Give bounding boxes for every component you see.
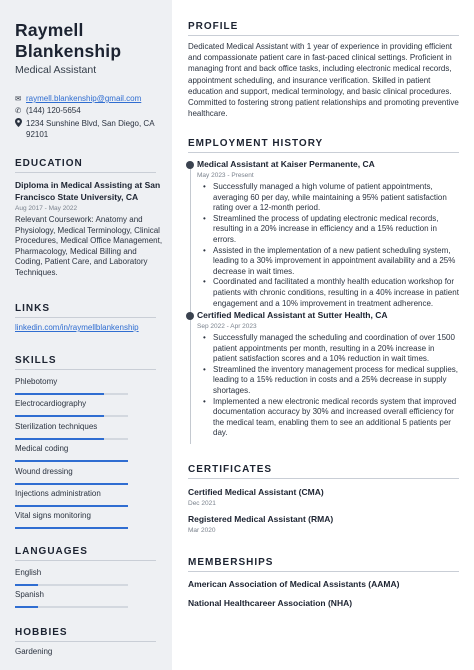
certificate-entry <box>188 487 460 507</box>
profile-heading: PROFILE <box>188 21 239 32</box>
contact-block <box>15 93 165 142</box>
job-dates: Sep 2022 - Apr 2023 <box>197 323 257 330</box>
skill-label: Injections administration <box>15 488 101 498</box>
phone-text: (144) 120-5654 <box>26 106 81 116</box>
languages-divider <box>15 560 156 561</box>
email-link[interactable]: raymell.blankenship@gmail.com <box>26 94 142 103</box>
skill-label: Medical coding <box>15 444 69 454</box>
contact-address-row <box>15 118 165 141</box>
job-bullet: • Assisted in the implementation of a new patient scheduling system, leading to a 30% improvement in appointment availability and a 25% decrease in wait times. <box>197 246 459 278</box>
skills-divider <box>15 369 156 370</box>
job-bullet: • Implemented a new electronic medical records system that improved documentation accuracy by 30% and increased overall efficiency for the medical team, enabling them to see an additional 5 patients per day. <box>197 397 459 439</box>
certificates-divider <box>188 478 459 479</box>
certificate-title: Registered Medical Assistant (RMA) <box>188 514 334 524</box>
timeline-line <box>190 168 191 444</box>
skill-level-bar <box>15 483 128 485</box>
memberships-divider <box>188 571 459 572</box>
skill-level-bar-fill <box>15 483 128 485</box>
skill-item <box>15 377 165 399</box>
envelope-icon: ✉ <box>15 94 22 103</box>
skill-level-bar-fill <box>15 415 104 417</box>
language-label: Spanish <box>15 590 44 600</box>
language-level-bar <box>15 584 128 586</box>
skill-level-bar-fill <box>15 527 128 529</box>
hobbies-heading: HOBBIES <box>15 627 68 638</box>
links-divider <box>15 317 156 318</box>
skills-list <box>15 377 165 534</box>
certificate-date: Mar 2020 <box>188 527 216 534</box>
job-entry <box>197 159 459 309</box>
skill-level-bar <box>15 393 128 395</box>
job-bullet: • Streamlined the inventory management process for medical supplies, leading to a 15% reduction in costs and a 25% decrease in supply shortages. <box>197 365 459 397</box>
skill-label: Electrocardiography <box>15 399 87 409</box>
education-heading: EDUCATION <box>15 158 83 169</box>
job-title: Medical Assistant at Kaiser Permanente, CA <box>197 159 375 169</box>
skill-level-bar <box>15 527 128 529</box>
skill-item <box>15 444 165 466</box>
job-bullet: • Successfully managed a high volume of patient appointments, averaging 60 per day, while maintaining a 95% patient satisfaction rating over a 12-month period. <box>197 182 459 214</box>
skill-level-bar-fill <box>15 460 128 462</box>
memberships-heading: MEMBERSHIPS <box>188 557 274 568</box>
languages-list <box>15 568 165 613</box>
education-entry <box>15 180 165 279</box>
skill-label: Sterilization techniques <box>15 421 98 431</box>
sidebar <box>0 0 172 670</box>
profile-divider <box>188 35 459 36</box>
hobbies-divider <box>15 641 156 642</box>
education-coursework: Relevant Coursework: Anatomy and Physiology, Medical Terminology, Clinical Procedures, Medical Office Management, Pharmacology, Medical Billing and Coding, Patient Care, and Laboratory Techniques. <box>15 215 163 277</box>
profile-summary: Dedicated Medical Assistant with 1 year of experience in providing efficient and compassionate patient care in fast-paced clinical settings. Proficient in managing front and back office tasks, including electronic medical records, appointment scheduling, and insurance verification. Skilled in patient education and support, medical terminology, and basic clinical procedures. Committed to fostering strong patient relationships and promoting preventive healthcare. <box>188 42 459 119</box>
candidate-name: Raymell Blankenship <box>15 20 122 61</box>
phone-icon: ✆ <box>15 106 22 116</box>
job-bullet: • Coordinated and facilitated a monthly health education workshop for patients with chronic conditions, resulting in a 40% increase in patient engagement and a 10% improvement in treatment adherence. <box>197 277 459 309</box>
job-title: Certified Medical Assistant at Sutter Health, CA <box>197 310 388 320</box>
employment-divider <box>188 152 459 153</box>
language-item <box>15 590 165 612</box>
skill-item <box>15 399 165 421</box>
skill-level-bar-fill <box>15 438 104 440</box>
job-bullets <box>197 182 459 309</box>
certificate-entry <box>188 514 460 534</box>
skill-level-bar <box>15 415 128 417</box>
skill-label: Vital signs monitoring <box>15 511 91 521</box>
skill-level-bar-fill <box>15 505 128 507</box>
skill-item <box>15 511 165 533</box>
education-degree: Diploma in Medical Assisting at San Francisco State University, CA <box>15 180 161 202</box>
membership-title: American Association of Medical Assistants (AAMA) <box>188 579 400 589</box>
membership-entry <box>188 598 460 608</box>
skill-label: Wound dressing <box>15 466 73 476</box>
skill-level-bar <box>15 505 128 507</box>
hobby-item: Gardening <box>15 647 53 656</box>
employment-heading: EMPLOYMENT HISTORY <box>188 138 324 149</box>
education-divider <box>15 172 156 173</box>
job-bullet: • Successfully managed the scheduling and coordination of over 1500 patient appointments per month, resulting in a 20% increase in patient satisfaction scores and a 10% reduction in wait times. <box>197 333 459 365</box>
timeline-dot <box>186 312 194 320</box>
skill-item <box>15 489 165 511</box>
contact-phone-row <box>15 105 165 116</box>
language-label: English <box>15 568 42 577</box>
education-dates: Aug 2017 - May 2022 <box>15 205 78 212</box>
skills-heading: SKILLS <box>15 355 57 366</box>
linkedin-link[interactable]: linkedin.com/in/raymellblankenship <box>15 323 139 332</box>
membership-entry <box>188 579 460 589</box>
contact-email-row[interactable] <box>15 93 165 104</box>
skill-label: Phlebotomy <box>15 377 58 386</box>
language-item <box>15 568 165 590</box>
membership-title: National Healthcareer Association (NHA) <box>188 598 353 608</box>
skill-item <box>15 467 165 489</box>
certificates-heading: CERTIFICATES <box>188 464 273 475</box>
candidate-title: Medical Assistant <box>15 64 97 76</box>
skill-level-bar <box>15 438 128 440</box>
language-level-bar-fill <box>15 606 38 608</box>
job-bullet: • Streamlined the process of updating electronic medical records, resulting in a 20% increase in efficiency and a 15% reduction in errors. <box>197 214 459 246</box>
job-entry <box>197 310 459 439</box>
certificate-title: Certified Medical Assistant (CMA) <box>188 487 324 497</box>
address-text: 1234 Sunshine Blvd, San Diego, CA 92101 <box>26 118 155 140</box>
skill-level-bar-fill <box>15 393 104 395</box>
certificate-date: Dec 2021 <box>188 500 216 507</box>
skill-level-bar <box>15 460 128 462</box>
job-bullets <box>197 333 459 439</box>
links-heading: LINKS <box>15 303 50 314</box>
timeline-dot <box>186 161 194 169</box>
skill-item <box>15 422 165 444</box>
languages-heading: LANGUAGES <box>15 546 88 557</box>
language-level-bar <box>15 606 128 608</box>
job-dates: May 2023 - Present <box>197 172 254 179</box>
main-content <box>172 0 474 670</box>
language-level-bar-fill <box>15 584 38 586</box>
location-pin-icon <box>15 118 26 130</box>
